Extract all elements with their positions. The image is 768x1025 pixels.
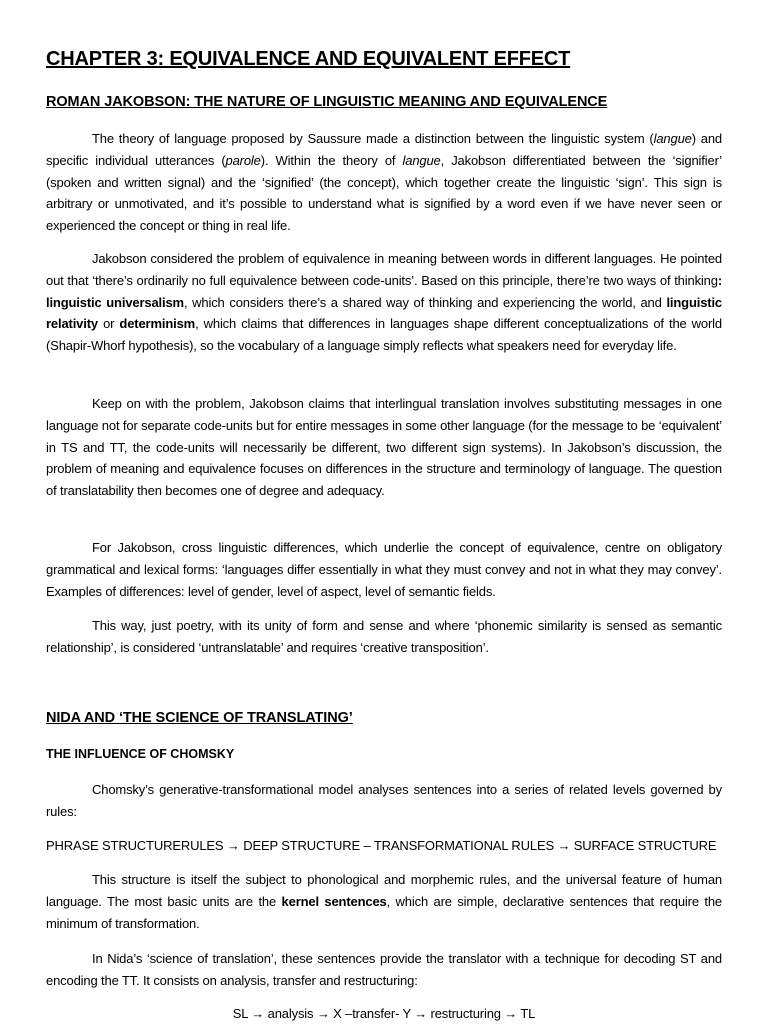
paragraph-saussure: The theory of language proposed by Saussure made a distinction between the linguistic system (langue) and specific individual utterances (parole). Within the theory of langue, Jakobson differentiated between the ‘signifier’ (spoken and written signal) and the ‘signified’ (the concept), which together create the linguistic ‘sign’. This sign is arbitrary or unmotivated, and it’s possible to understand what is signified by a word even if we have never seen or experienced the concept or thing in real life. (46, 131, 722, 234)
paragraph-equivalence-meaning: Jakobson considered the problem of equivalence in meaning between words in different languages. He pointed out that ‘there’s ordinarily no full equivalence between code-units’. Based on this principle, there’re two ways of thinking: linguistic universalism, which considers there’s a shared way of thinking and experiencing the world, and linguistic relativity or determinism, which claims that differences in languages shape different conceptualizations of the world (Shapir-Whorf hypothesis), so the vocabulary of a language simply reflects what speakers need for everyday life. (46, 251, 723, 354)
chapter-title: CHAPTER 3: EQUIVALENCE AND EQUIVALENT EFFECT (46, 48, 571, 70)
paragraph-interlingual-translation: Keep on with the problem, Jakobson claims that interlingual translation involves substituting messages in one language not for separate code-units but for entire messages in some other language (for the message to be ‘equivalent’ in TS and TT, the code-units will necessarily be different, two different sign systems). In Jakobson’s discussion, the problem of meaning and equivalence focuses on differences in the structure and terminology of language. The question of translatability then becomes one of degree and adequacy. (46, 396, 722, 499)
paragraph-chomsky-model: Chomsky’s generative-transformational model analyses sentences into a series of related levels governed by rules: (46, 782, 722, 819)
translation-formula: SL → analysis → X –transfer- Y → restructuring → TL (232, 1006, 536, 1021)
rules-line: PHRASE STRUCTURERULES → DEEP STRUCTURE – TRANSFORMATIONAL RULES → SURFACE STRUCTURE (46, 838, 717, 853)
section-heading-jakobson: ROMAN JAKOBSON: THE NATURE OF LINGUISTIC MEANING AND EQUIVALENCE (46, 94, 608, 110)
paragraph-cross-linguistic-differences: For Jakobson, cross linguistic differences, which underlie the concept of equivalence, centre on obligatory grammatical and lexical forms: ‘languages differ essentially in what they must convey and not in what they may convey’. Examples of differences: level of gender, level of aspect, level of semantic fields. (46, 540, 722, 599)
paragraph-nida-science: In Nida’s ‘science of translation’, these sentences provide the translator with a technique for decoding ST and encoding the TT. It consists on analysis, transfer and restructuring: (46, 951, 722, 988)
section-heading-nida: NIDA AND ‘THE SCIENCE OF TRANSLATING’ (46, 710, 353, 726)
subheading-chomsky: THE INFLUENCE OF CHOMSKY (46, 747, 235, 761)
paragraph-poetry: This way, just poetry, with its unity of form and sense and where ‘phonemic similarity is sensed as semantic relationship’, is considered ‘untranslatable’ and requires ‘creative transposition’. (46, 618, 722, 655)
paragraph-kernel-sentences: This structure is itself the subject to phonological and morphemic rules, and the universal feature of human language. The most basic units are the kernel sentences, which are simple, declarative sentences that require the minimum of transformation. (46, 872, 722, 931)
